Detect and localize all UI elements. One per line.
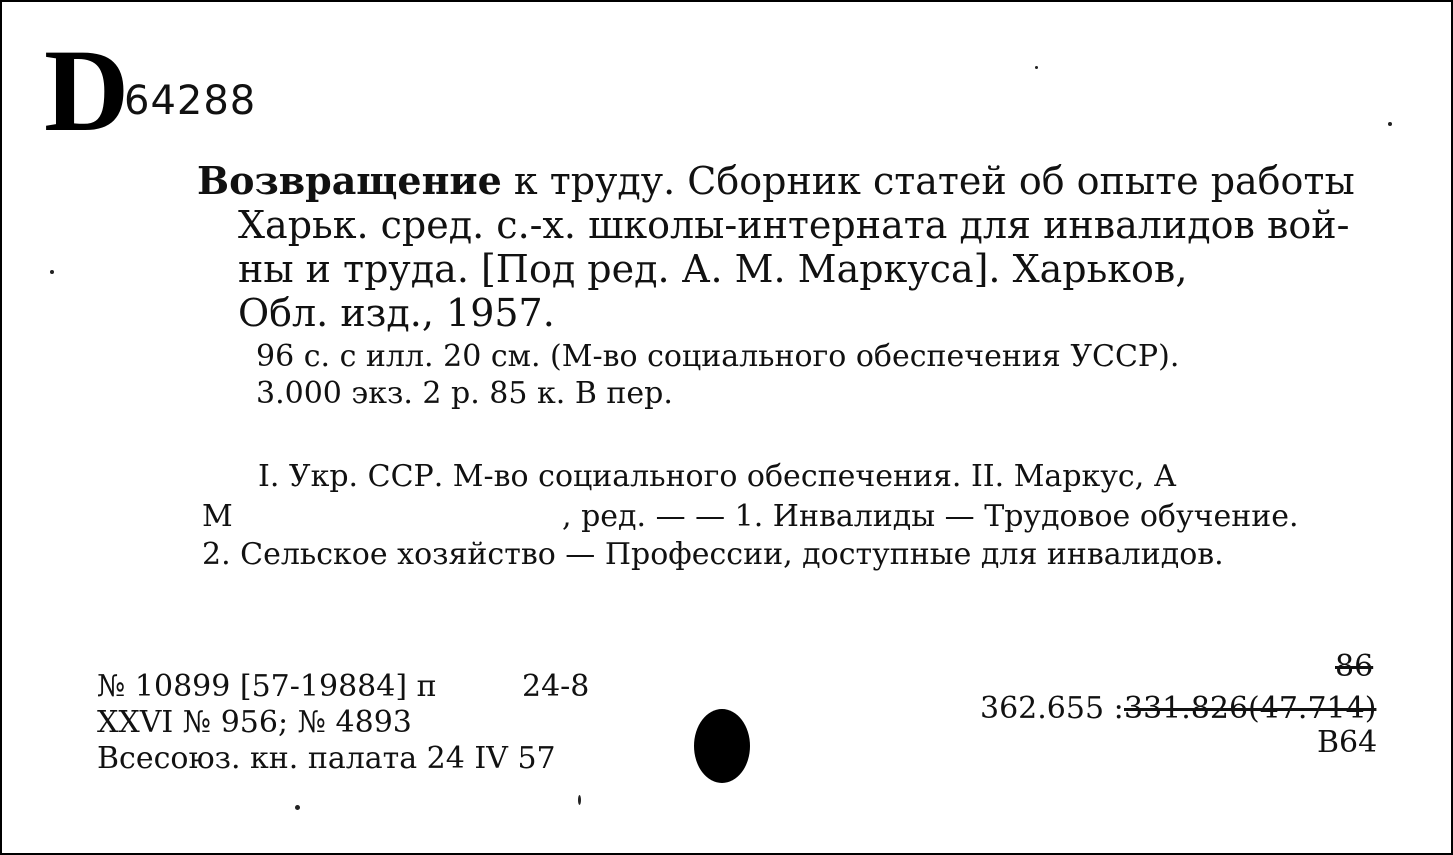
title-line-1 [197, 160, 1355, 202]
collection-letter: D [44, 25, 130, 156]
footer-line-2: XXVI № 956; № 4893 [97, 705, 412, 740]
description-line-1: 96 с. с илл. 20 см. (М-во социального обеспечения УССР). [256, 339, 1180, 374]
tracing-line-2a: М [202, 499, 233, 534]
title-line-2: Харьк. сред. с.-х. школы-интерната для инвалидов вой- [238, 203, 1350, 247]
tracing-line-1: I. Укр. ССР. М-во социального обеспечения. II. Маркус, А [258, 459, 1177, 494]
speck [1035, 66, 1038, 69]
footer-line-1b: 24-8 [522, 669, 590, 704]
footer-line-3: Всесоюз. кн. палата 24 IV 57 [97, 741, 556, 776]
title-line-4: Обл. изд., 1957. [238, 291, 555, 335]
speck [1388, 122, 1392, 126]
speck [578, 795, 581, 805]
ink-blot [690, 708, 754, 786]
title-bold: Возвращение [197, 158, 502, 203]
author-mark: В64 [1317, 725, 1378, 760]
handwritten-number: 64288 [124, 78, 257, 124]
tracing-line-3: 2. Сельское хозяйство — Профессии, доступные для инвалидов. [202, 537, 1224, 572]
description-line-2: 3.000 экз. 2 р. 85 к. В пер. [256, 376, 673, 411]
tracing-line-2b: , ред. — — 1. Инвалиды — Трудовое обучение. [562, 499, 1299, 534]
title-line-1-rest: к труду. Сборник статей об опыте работы [501, 159, 1355, 203]
speck [295, 805, 300, 810]
class-number-struck: 331.826(47.714) [1124, 691, 1377, 726]
speck [50, 270, 54, 274]
footer-line-1a: № 10899 [57-19884] п [97, 669, 437, 704]
class-number-main: 362.655 : [980, 691, 1124, 726]
class-number-top: 86 [1335, 649, 1374, 684]
title-line-3: ны и труда. [Под ред. А. М. Маркуса]. Харьков, [238, 247, 1188, 291]
